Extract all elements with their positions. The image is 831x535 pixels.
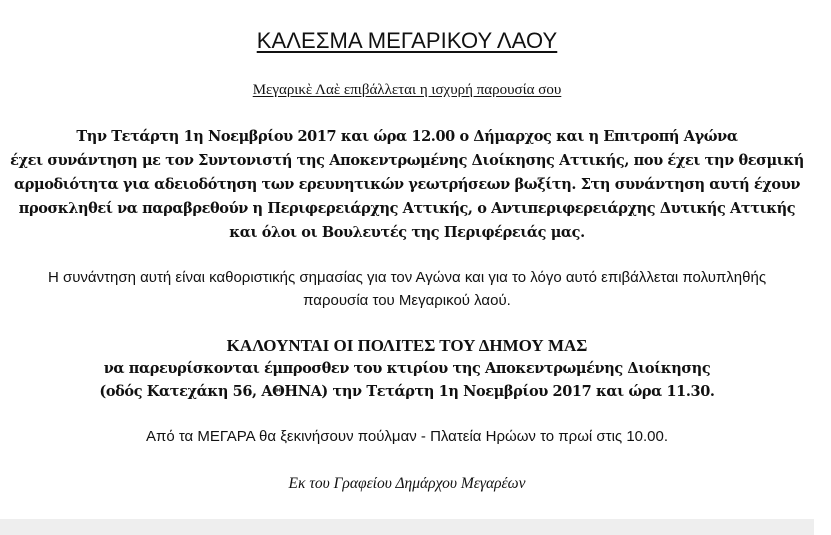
importance-line: Η συνάντηση αυτή είναι καθοριστικής σημασίας για τον Αγώνα και για το λόγο αυτό επιβάλλεται πολυπληθής xyxy=(47,269,767,286)
call-line: (οδός Κατεχάκη 56, ΑΘΗΝΑ) την Τετάρτη 1η Νοεμβρίου 2017 και ώρα 11.30. xyxy=(99,383,715,400)
signature: Εκ του Γραφείου Δημάρχου Μεγαρέων xyxy=(288,475,526,492)
meeting-paragraph xyxy=(0,125,814,245)
title-text: ΚΑΛΕΣΜΑ ΜΕΓΑΡΙΚΟΥ ΛΑΟΥ xyxy=(256,28,558,53)
meeting-line: έχει συνάντηση με τον Συντονιστή της Αποκεντρωμένης Διοίκησης Αττικής, που έχει την θεσμική xyxy=(10,152,804,169)
footer-bar xyxy=(0,519,814,535)
meeting-line: και όλοι οι Βουλευτές της Περιφέρειάς μας. xyxy=(229,224,585,241)
call-line: να παρευρίσκονται έμπροσθεν του κτιρίου της Αποκεντρωμένης Διοίκησης xyxy=(103,360,711,377)
call-heading: ΚΑΛΟΥΝΤΑΙ ΟΙ ΠΟΛΙΤΕΣ ΤΟΥ ΔΗΜΟΥ ΜΑΣ xyxy=(226,336,588,355)
subtitle-text: Μεγαρικὲ Λαὲ επιβάλλεται η ισχυρή παρουσία σου xyxy=(252,82,562,98)
meeting-line: αρμοδιότητα για αδειοδότηση των ερευνητικών γεωτρήσεων βωξίτη. Στη συνάντηση αυτή έχουν xyxy=(13,176,801,193)
meeting-line: προσκληθεί να παραβρεθούν η Περιφερειάρχης Αττικής, ο Αντιπεριφερειάρχης Δυτικής Αττικής xyxy=(18,200,796,217)
announcement-title xyxy=(0,28,814,54)
bus-departure-note: Από τα ΜΕΓΑΡΑ θα ξεκινήσουν πούλμαν - Πλατεία Ηρώων το πρωί στις 10.00. xyxy=(145,428,669,445)
meeting-line: Την Τετάρτη 1η Νοεμβρίου 2017 και ώρα 12.00 ο Δήμαρχος και η Επιτροπή Αγώνα xyxy=(76,128,738,145)
call-to-citizens xyxy=(0,334,814,403)
announcement-subtitle xyxy=(0,82,814,99)
scrollbar-track[interactable] xyxy=(814,0,831,535)
importance-line: παρουσία του Μεγαρικού λαού. xyxy=(303,292,511,309)
importance-paragraph xyxy=(0,266,814,312)
